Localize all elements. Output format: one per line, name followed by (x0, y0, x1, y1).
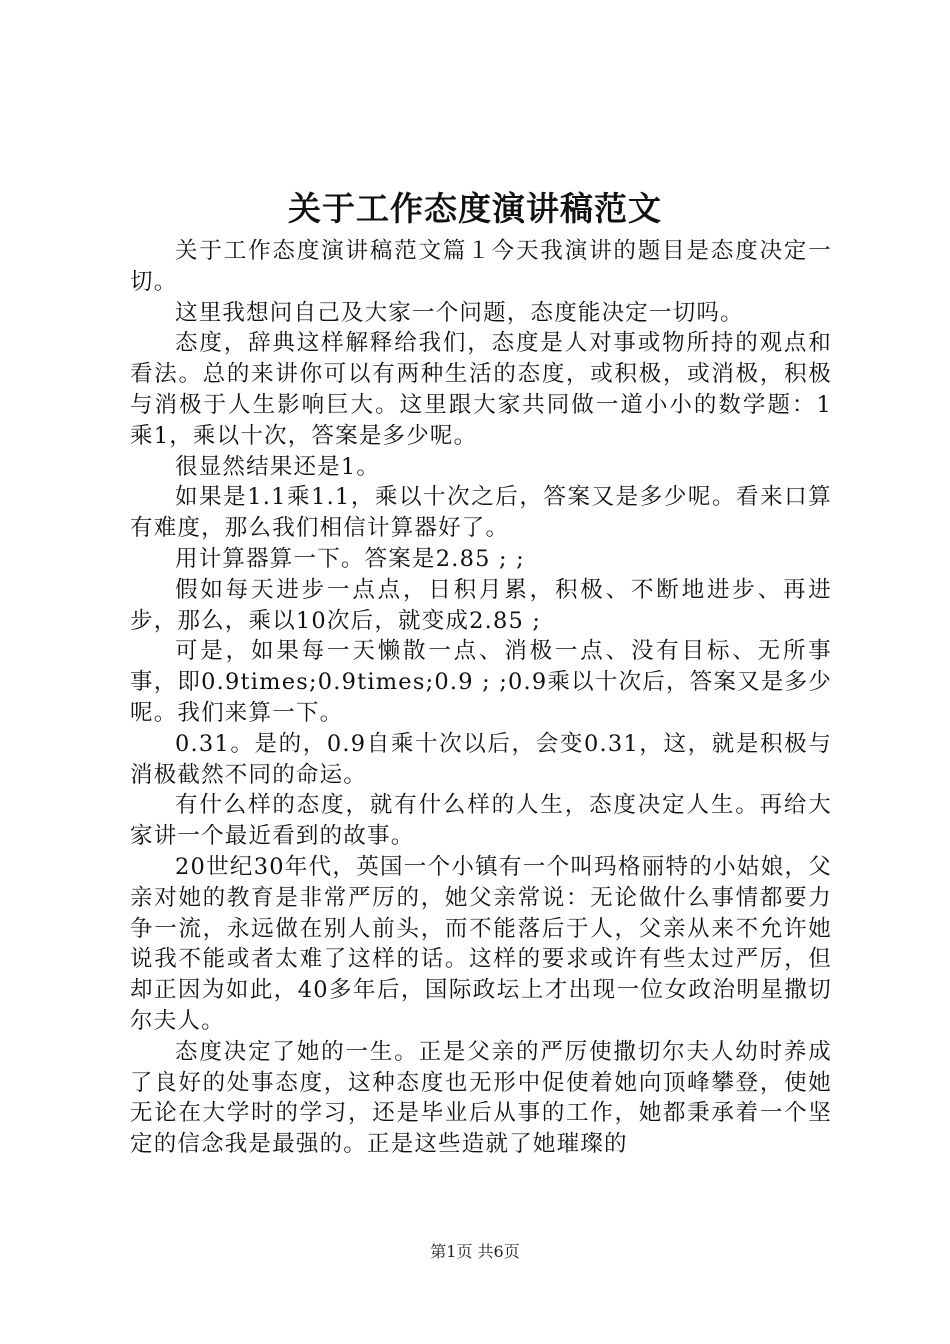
paragraph: 关于工作态度演讲稿范文篇１今天我演讲的题目是态度决定一切。 (130, 238, 832, 295)
paragraph: 这里我想问自己及大家一个问题，态度能决定一切吗。 (175, 299, 744, 326)
document-title: 关于工作态度演讲稿范文 (288, 189, 662, 228)
document-body (130, 236, 832, 1160)
paragraph: 很显然结果还是1。 (175, 453, 381, 480)
paragraph: 可是，如果每一天懒散一点、消极一点、没有目标、无所事事，即0.9times;0.9times;0.9 ; ;0.9乘以十次后，答案又是多少呢。我们来算一下。 (130, 638, 832, 726)
paragraph: 如果是1.1乘1.1，乘以十次之后，答案又是多少呢。看来口算有难度，那么我们相信计算器好了。 (130, 484, 832, 542)
paragraph: 态度，辞典这样解释给我们，态度是人对事或物所持的观点和看法。总的来讲你可以有两种生活的态度，或积极，或消极，积极与消极于人生影响巨大。这里跟大家共同做一道小小的数学题：1乘1，乘以十次，答案是多少呢。 (130, 330, 832, 449)
paragraph: 假如每天进步一点点，日积月累，积极、不断地进步、再进步，那么，乘以10次后，就变成2.85 ; (130, 576, 832, 634)
paragraph: 态度决定了她的一生。正是父亲的严厉使撒切尔夫人幼时养成了良好的处事态度，这种态度也无形中促使着她向顶峰攀登，使她无论在大学时的学习，还是毕业后从事的工作，她都秉承着一个坚定的信念我是最强的。正是这些造就了她璀璨的 (130, 1038, 832, 1158)
paragraph: 用计算器算一下。答案是2.85 ; ; (175, 545, 525, 572)
paragraph: 0.31。是的，0.9自乘十次以后，会变0.31，这，就是积极与消极截然不同的命运。 (130, 730, 832, 788)
paragraph: 有什么样的态度，就有什么样的人生，态度决定人生。再给大家讲一个最近看到的故事。 (130, 792, 832, 850)
paragraph: 20世纪30年代，英国一个小镇有一个叫玛格丽特的小姑娘，父亲对她的教育是非常严厉的，她父亲常说：无论做什么事情都要力争一流，永远做在别人前头，而不能落后于人，父亲从来不允许她说我不能或者太难了这样的话。这样的要求或许有些太过严厉，但却正因为如此，40多年后，国际政坛上才出现一位女政治明星撒切尔夫人。 (130, 853, 832, 1034)
page-number-footer: 第1页 共6页 (430, 1242, 520, 1261)
